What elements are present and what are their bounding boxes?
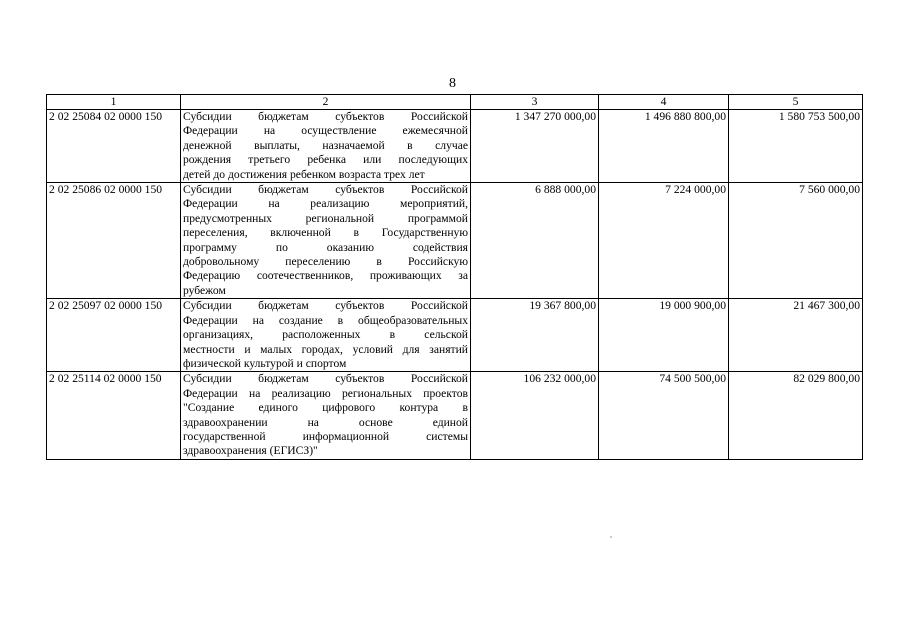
description-line: организациях, расположенных в сельской (183, 328, 468, 342)
description-line: предусмотренных региональной программой (183, 211, 468, 225)
amount-col-5: 21 467 300,00 (729, 299, 863, 372)
amount-col-4: 1 496 880 800,00 (599, 110, 729, 183)
amount-col-3: 6 888 000,00 (471, 183, 599, 299)
description-line: Субсидии бюджетам субъектов Российской (183, 299, 468, 313)
description-line: "Создание единого цифрового контура в (183, 401, 468, 415)
description-line: Субсидии бюджетам субъектов Российской (183, 110, 468, 123)
description-line: здравоохранения (ЕГИСЗ)" (183, 444, 318, 458)
amount-col-3: 1 347 270 000,00 (471, 110, 599, 183)
description-line: Федерации на создание в общеобразовательных (183, 313, 468, 327)
row-code: 2 02 25086 02 0000 150 (47, 183, 181, 299)
description-line: Субсидии бюджетам субъектов Российской (183, 183, 468, 197)
description-line: добровольному переселению в Российскую (183, 255, 468, 269)
header-col-1: 1 (47, 95, 181, 110)
amount-col-5: 82 029 800,00 (729, 372, 863, 459)
description-line: Субсидии бюджетам субъектов Российской (183, 372, 468, 386)
row-description (181, 183, 471, 299)
description-line: государственной информационной системы (183, 429, 468, 443)
row-description (181, 299, 471, 372)
row-code: 2 02 25114 02 0000 150 (47, 372, 181, 459)
amount-col-4: 74 500 500,00 (599, 372, 729, 459)
amount-col-3: 106 232 000,00 (471, 372, 599, 459)
description-line: Федерации на осуществление ежемесячной (183, 124, 468, 138)
description-line: рубежом (183, 283, 226, 297)
description-line: рождения третьего ребенка или последующих (183, 153, 468, 167)
row-description (181, 372, 471, 459)
description-line: Федерацию соотечественников, проживающих за (183, 269, 468, 283)
amount-col-5: 7 560 000,00 (729, 183, 863, 299)
description-line: местности и малых городах, условий для занятий (183, 342, 468, 356)
description-line: Федерации на реализацию региональных проектов (183, 386, 468, 400)
amount-col-3: 19 367 800,00 (471, 299, 599, 372)
description-line: переселения, включенной в Государственную (183, 226, 468, 240)
header-col-5: 5 (729, 95, 863, 110)
scan-speck (610, 536, 612, 538)
row-description (181, 110, 471, 183)
page-number: 8 (449, 76, 456, 91)
row-code: 2 02 25097 02 0000 150 (47, 299, 181, 372)
table-row (47, 299, 863, 372)
description-line: программу по оказанию содействия (183, 240, 468, 254)
header-col-2: 2 (181, 95, 471, 110)
table-row (47, 110, 863, 183)
header-col-4: 4 (599, 95, 729, 110)
description-line: физической культурой и спортом (183, 356, 347, 370)
header-col-3: 3 (471, 95, 599, 110)
budget-table (46, 94, 863, 460)
table-row (47, 372, 863, 459)
amount-col-5: 1 580 753 500,00 (729, 110, 863, 183)
table-row (47, 183, 863, 299)
description-line: здравоохранении на основе единой (183, 415, 468, 429)
row-code: 2 02 25084 02 0000 150 (47, 110, 181, 183)
amount-col-4: 19 000 900,00 (599, 299, 729, 372)
description-line: детей до достижения ребенком возраста трех лет (183, 167, 425, 181)
description-line: Федерации на реализацию мероприятий, (183, 197, 468, 211)
description-line: денежной выплаты, назначаемой в случае (183, 138, 468, 152)
amount-col-4: 7 224 000,00 (599, 183, 729, 299)
table-header-row (47, 95, 863, 110)
